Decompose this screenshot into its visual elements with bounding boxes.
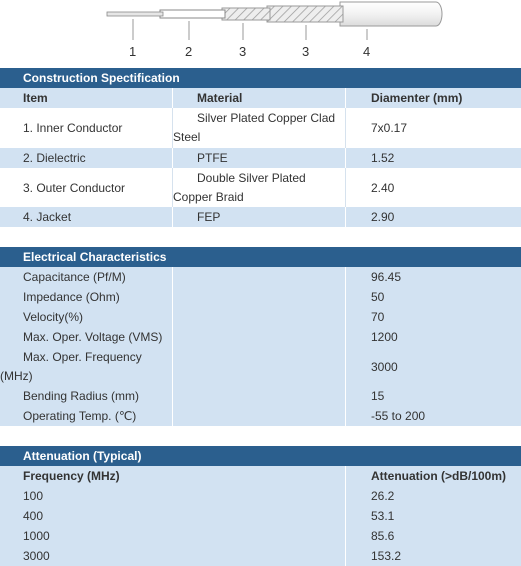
material-cell: Silver Plated Copper Clad Steel (173, 108, 346, 148)
attenuation-cell: 153.2 (371, 549, 402, 563)
construction-header-row (0, 88, 521, 108)
cable-label-3a: 3 (239, 44, 247, 59)
table-row (0, 406, 521, 426)
frequency-cell: 3000 (0, 546, 346, 566)
empty-cell (173, 327, 346, 347)
col-header-frequency: Frequency (MHz) (0, 466, 346, 486)
inner-braid-layer (222, 8, 270, 20)
col-header-item: Item (0, 88, 173, 108)
param-cell: Capacitance (Pf/M) (0, 267, 173, 287)
attenuation-title: Attenuation (Typical) (0, 446, 521, 466)
frequency-cell: 1000 (0, 526, 346, 546)
inner-conductor (107, 12, 163, 16)
electrical-title: Electrical Characteristics (0, 247, 521, 267)
cable-label-2: 2 (185, 44, 193, 59)
item-cell: 3. Outer Conductor (0, 168, 173, 207)
empty-cell (173, 307, 346, 327)
construction-table (0, 68, 521, 227)
value-cell: 15 (371, 389, 385, 403)
construction-title: Construction Spectification (0, 68, 521, 88)
table-row (0, 526, 521, 546)
table-row (0, 207, 521, 227)
table-row (0, 347, 521, 386)
value-cell: 1200 (371, 330, 398, 344)
frequency-cell: 100 (0, 486, 346, 506)
table-row (0, 307, 521, 327)
table-row (0, 108, 521, 148)
item-cell: 1. Inner Conductor (0, 108, 173, 148)
table-row (0, 148, 521, 168)
material-cell: FEP (173, 207, 346, 227)
cable-label-1: 1 (129, 44, 137, 59)
attenuation-cell: 53.1 (371, 509, 395, 523)
coax-cable-illustration (0, 0, 521, 64)
value-cell: 96.45 (371, 270, 402, 284)
diameter-cell: 1.52 (371, 151, 395, 165)
param-cell: Max. Oper. Frequency (MHz) (0, 347, 173, 386)
table-row (0, 486, 521, 506)
table-row (0, 546, 521, 566)
attenuation-table (0, 446, 521, 566)
jacket-layer (340, 2, 442, 26)
table-row (0, 327, 521, 347)
attenuation-cell: 26.2 (371, 489, 395, 503)
col-header-material: Material (173, 88, 346, 108)
item-cell: 2. Dielectric (0, 148, 173, 168)
material-cell: Double Silver Plated Copper Braid (173, 168, 346, 207)
diameter-cell: 2.40 (371, 180, 395, 195)
param-cell: Bending Radius (mm) (0, 386, 173, 406)
param-cell: Max. Oper. Voltage (VMS) (0, 327, 173, 347)
value-cell: 50 (371, 290, 385, 304)
value-cell: 3000 (371, 359, 398, 374)
param-cell: Velocity(%) (0, 307, 173, 327)
electrical-table (0, 247, 521, 426)
value-cell: 70 (371, 310, 385, 324)
cable-label-3b: 3 (302, 44, 310, 59)
value-cell: -55 to 200 (371, 409, 426, 423)
empty-cell (173, 406, 346, 426)
frequency-cell: 400 (0, 506, 346, 526)
attenuation-cell: 85.6 (371, 529, 395, 543)
table-row (0, 267, 521, 287)
cable-label-4: 4 (363, 44, 371, 59)
dielectric-layer (160, 10, 225, 18)
empty-cell (173, 386, 346, 406)
param-cell: Operating Temp. (℃) (0, 406, 173, 426)
material-cell: PTFE (173, 148, 346, 168)
attenuation-header-row (0, 466, 521, 486)
col-header-attenuation: Attenuation (>dB/100m) (371, 469, 507, 483)
table-row (0, 287, 521, 307)
param-cell: Impedance (Ohm) (0, 287, 173, 307)
item-cell: 4. Jacket (0, 207, 173, 227)
diameter-cell: 2.90 (371, 210, 395, 224)
outer-braid-layer (267, 6, 343, 22)
col-header-diameter: Diamenter (mm) (371, 91, 463, 105)
empty-cell (173, 287, 346, 307)
table-row (0, 168, 521, 207)
diameter-cell: 7x0.17 (371, 121, 408, 135)
table-row (0, 386, 521, 406)
empty-cell (173, 347, 346, 386)
empty-cell (173, 267, 346, 287)
table-row (0, 506, 521, 526)
